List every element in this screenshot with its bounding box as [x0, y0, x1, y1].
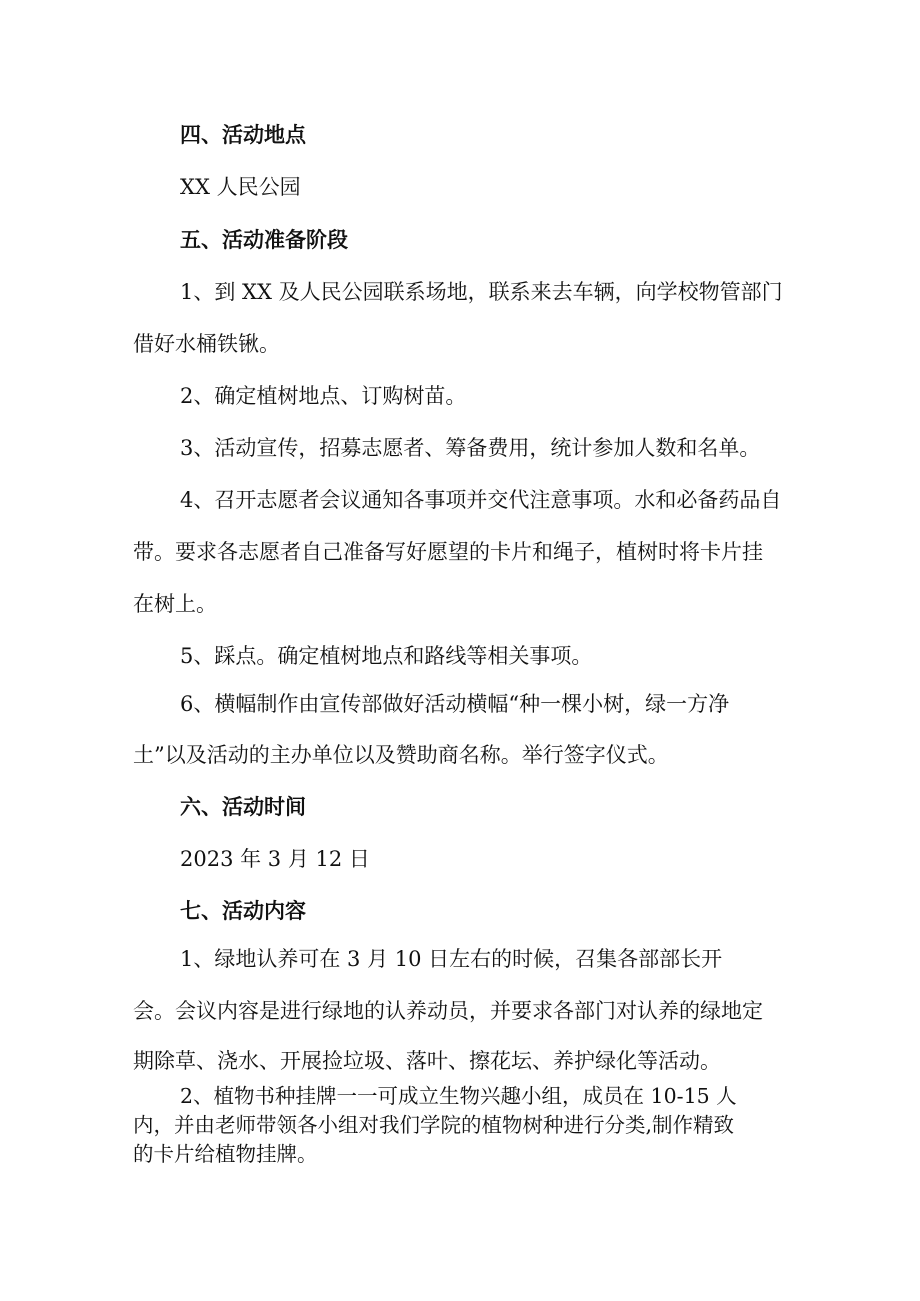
section5-item4-line1: 4、召开志愿者会议通知各事项并交代注意事项。水和必备药品自 [180, 488, 782, 512]
section5-item2: 2、确定植树地点、订购树苗。 [180, 384, 467, 408]
section5-item4-line3: 在树上。 [133, 592, 217, 616]
section7-heading: 七、活动内容 [180, 899, 306, 923]
section6-heading: 六、活动时间 [180, 795, 306, 819]
section5-item5: 5、踩点。确定植树地点和路线等相关事项。 [180, 644, 593, 668]
section7-item2-line1: 2、植物书种挂牌一一可成立生物兴趣小组，成员在 10-15 人 [180, 1084, 737, 1108]
section7-item1-line2: 会。会议内容是进行绿地的认养动员，并要求各部门对认养的绿地定 [133, 999, 763, 1023]
section5-heading: 五、活动准备阶段 [180, 228, 348, 252]
section7-item2-line2: 内，并由老师带领各小组对我们学院的植物树种进行分类,制作精致 [133, 1113, 735, 1137]
section6-date: 2023 年 3 月 12 日 [180, 847, 370, 871]
section5-item6-line2: 土”以及活动的主办单位以及赞助商名称。举行签字仪式。 [133, 743, 669, 767]
section7-item2-line3: 的卡片给植物挂牌。 [133, 1142, 318, 1166]
section5-item1-line2: 借好水桶铁锹。 [133, 332, 280, 356]
section7-item1-line1: 1、绿地认养可在 3 月 10 日左右的时候，召集各部部长开 [180, 947, 723, 971]
section5-item4-line2: 带。要求各志愿者自己准备写好愿望的卡片和绳子，植树时将卡片挂 [133, 540, 763, 564]
section4-location: XX 人民公园 [180, 175, 301, 199]
section7-item1-line3: 期除草、浇水、开展捡垃圾、落叶、擦花坛、养护绿化等活动。 [133, 1049, 721, 1073]
section5-item6-line1: 6、横幅制作由宣传部做好活动横幅“种一棵小树，绿一方净 [180, 692, 730, 716]
section5-item1-line1: 1、到 XX 及人民公园联系场地，联系来去车辆，向学校物管部门 [180, 280, 783, 304]
section5-item3: 3、活动宣传，招募志愿者、筹备费用，统计参加人数和名单。 [180, 436, 761, 460]
section4-heading: 四、活动地点 [180, 123, 306, 147]
